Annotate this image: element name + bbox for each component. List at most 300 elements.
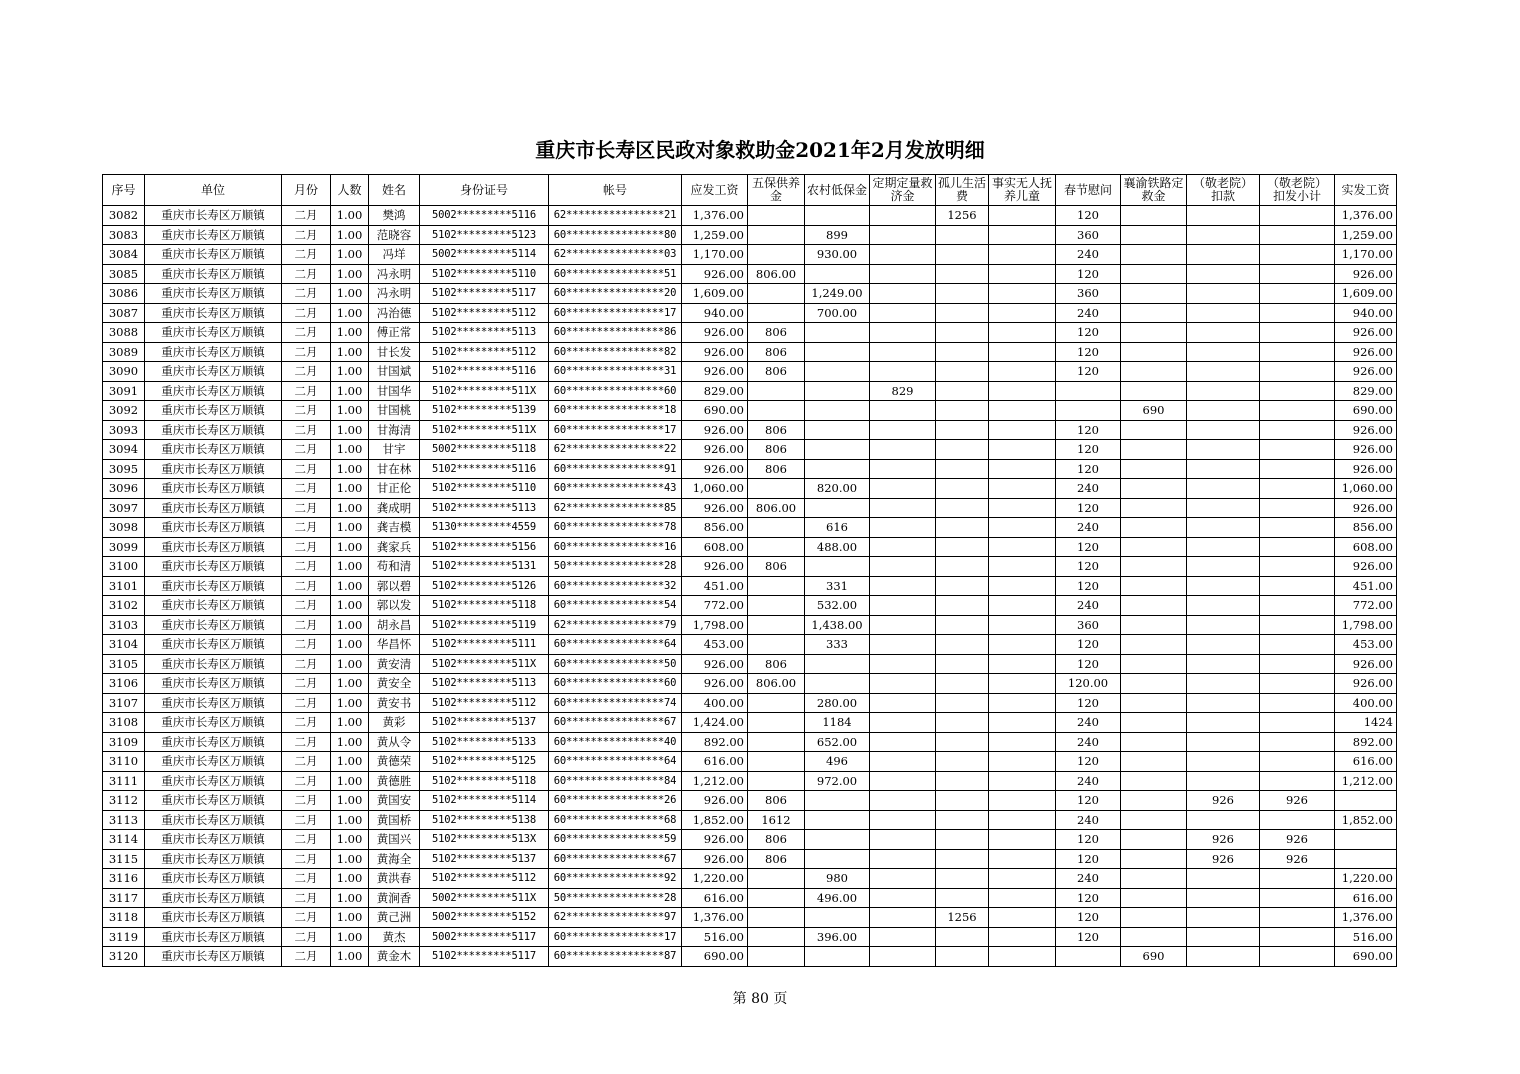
cell-unit: 重庆市长寿区万顺镇: [145, 498, 282, 518]
cell-name: 黄杰: [369, 927, 420, 947]
cell-jinglao_kou: [1187, 401, 1260, 421]
cell-due: 1,376.00: [682, 908, 748, 928]
cell-dibao: 616: [805, 518, 870, 538]
cell-actual: 1,609.00: [1335, 284, 1397, 304]
cell-xiangyu: [1121, 479, 1187, 499]
cell-acct: 62****************22: [549, 440, 682, 460]
cell-people: 1.00: [331, 596, 369, 616]
cell-xiangyu: [1121, 518, 1187, 538]
cell-wubao: 806.00: [748, 264, 805, 284]
cell-seq: 3093: [103, 420, 145, 440]
cell-shishi: [989, 771, 1056, 791]
cell-due: 926.00: [682, 498, 748, 518]
cell-actual: 1,170.00: [1335, 245, 1397, 265]
cell-seq: 3102: [103, 596, 145, 616]
cell-guer: [936, 674, 989, 694]
cell-month: 二月: [282, 479, 331, 499]
cell-xiangyu: [1121, 693, 1187, 713]
cell-acct: 60****************92: [549, 869, 682, 889]
cell-actual: 926.00: [1335, 264, 1397, 284]
cell-acct: 60****************50: [549, 654, 682, 674]
cell-id: 5102*********5117: [420, 947, 549, 967]
cell-shishi: [989, 362, 1056, 382]
cell-name: 樊鸿: [369, 206, 420, 226]
cell-chunjie: 120: [1056, 888, 1121, 908]
table-row: [103, 830, 1397, 850]
cell-jinglao_xiaoji: [1260, 615, 1335, 635]
cell-dingqi: [870, 732, 936, 752]
cell-dingqi: 829: [870, 381, 936, 401]
cell-dibao: 1184: [805, 713, 870, 733]
cell-dibao: 980: [805, 869, 870, 889]
cell-month: 二月: [282, 830, 331, 850]
cell-xiangyu: [1121, 888, 1187, 908]
cell-jinglao_xiaoji: [1260, 284, 1335, 304]
cell-guer: 1256: [936, 908, 989, 928]
cell-jinglao_xiaoji: 926: [1260, 830, 1335, 850]
cell-due: 940.00: [682, 303, 748, 323]
cell-name: 龚吉模: [369, 518, 420, 538]
cell-guer: [936, 323, 989, 343]
cell-seq: 3083: [103, 225, 145, 245]
cell-jinglao_xiaoji: [1260, 303, 1335, 323]
cell-dingqi: [870, 225, 936, 245]
table-row: [103, 674, 1397, 694]
cell-chunjie: 360: [1056, 615, 1121, 635]
cell-name: 黄海全: [369, 849, 420, 869]
cell-seq: 3118: [103, 908, 145, 928]
cell-chunjie: 120: [1056, 459, 1121, 479]
cell-due: 1,609.00: [682, 284, 748, 304]
cell-shishi: [989, 206, 1056, 226]
cell-dingqi: [870, 830, 936, 850]
cell-month: 二月: [282, 362, 331, 382]
cell-seq: 3105: [103, 654, 145, 674]
cell-people: 1.00: [331, 557, 369, 577]
cell-actual: 608.00: [1335, 537, 1397, 557]
cell-jinglao_xiaoji: [1260, 323, 1335, 343]
cell-xiangyu: [1121, 713, 1187, 733]
cell-dingqi: [870, 459, 936, 479]
cell-acct: 62****************03: [549, 245, 682, 265]
cell-jinglao_xiaoji: [1260, 401, 1335, 421]
cell-jinglao_kou: [1187, 225, 1260, 245]
cell-id: 5102*********5131: [420, 557, 549, 577]
cell-id: 5102*********511X: [420, 381, 549, 401]
cell-chunjie: [1056, 401, 1121, 421]
cell-name: 冯永明: [369, 284, 420, 304]
cell-jinglao_xiaoji: [1260, 557, 1335, 577]
cell-due: 926.00: [682, 420, 748, 440]
cell-actual: [1335, 849, 1397, 869]
cell-guer: [936, 518, 989, 538]
cell-unit: 重庆市长寿区万顺镇: [145, 713, 282, 733]
cell-jinglao_kou: [1187, 303, 1260, 323]
cell-month: 二月: [282, 654, 331, 674]
cell-acct: 50****************28: [549, 888, 682, 908]
relief-table: [102, 174, 1397, 967]
cell-seq: 3109: [103, 732, 145, 752]
cell-xiangyu: [1121, 498, 1187, 518]
cell-dibao: 1,438.00: [805, 615, 870, 635]
cell-dingqi: [870, 635, 936, 655]
cell-people: 1.00: [331, 440, 369, 460]
cell-jinglao_xiaoji: [1260, 810, 1335, 830]
table-row: [103, 284, 1397, 304]
cell-jinglao_kou: [1187, 810, 1260, 830]
cell-id: 5102*********5112: [420, 342, 549, 362]
cell-wubao: [748, 479, 805, 499]
cell-jinglao_xiaoji: [1260, 420, 1335, 440]
page-title: 重庆市长寿区民政对象救助金2021年2月发放明细: [535, 138, 985, 162]
column-header-dibao: 农村低保金: [805, 175, 870, 206]
cell-dingqi: [870, 674, 936, 694]
cell-wubao: [748, 381, 805, 401]
cell-due: 1,060.00: [682, 479, 748, 499]
cell-guer: [936, 401, 989, 421]
column-header-acct: 帐号: [549, 175, 682, 206]
cell-month: 二月: [282, 264, 331, 284]
cell-jinglao_kou: [1187, 927, 1260, 947]
cell-actual: 926.00: [1335, 362, 1397, 382]
cell-month: 二月: [282, 752, 331, 772]
cell-jinglao_kou: [1187, 479, 1260, 499]
cell-people: 1.00: [331, 635, 369, 655]
cell-month: 二月: [282, 303, 331, 323]
cell-name: 黄己洲: [369, 908, 420, 928]
cell-people: 1.00: [331, 927, 369, 947]
cell-due: 516.00: [682, 927, 748, 947]
cell-xiangyu: [1121, 635, 1187, 655]
cell-seq: 3087: [103, 303, 145, 323]
cell-dibao: 972.00: [805, 771, 870, 791]
cell-dingqi: [870, 849, 936, 869]
cell-name: 黄从令: [369, 732, 420, 752]
cell-unit: 重庆市长寿区万顺镇: [145, 888, 282, 908]
cell-id: 5102*********5117: [420, 284, 549, 304]
cell-chunjie: 240: [1056, 869, 1121, 889]
cell-jinglao_kou: [1187, 654, 1260, 674]
cell-jinglao_xiaoji: [1260, 888, 1335, 908]
cell-wubao: [748, 888, 805, 908]
cell-dingqi: [870, 888, 936, 908]
cell-id: 5102*********5138: [420, 810, 549, 830]
cell-xiangyu: [1121, 264, 1187, 284]
cell-dibao: [805, 264, 870, 284]
cell-name: 华昌怀: [369, 635, 420, 655]
cell-shishi: [989, 303, 1056, 323]
cell-month: 二月: [282, 440, 331, 460]
cell-actual: 926.00: [1335, 498, 1397, 518]
cell-acct: 60****************20: [549, 284, 682, 304]
cell-due: 926.00: [682, 830, 748, 850]
cell-guer: [936, 225, 989, 245]
cell-unit: 重庆市长寿区万顺镇: [145, 479, 282, 499]
cell-acct: 60****************91: [549, 459, 682, 479]
cell-unit: 重庆市长寿区万顺镇: [145, 869, 282, 889]
cell-dingqi: [870, 557, 936, 577]
cell-actual: 690.00: [1335, 947, 1397, 967]
cell-dingqi: [870, 791, 936, 811]
cell-acct: 60****************18: [549, 401, 682, 421]
cell-unit: 重庆市长寿区万顺镇: [145, 284, 282, 304]
cell-xiangyu: [1121, 615, 1187, 635]
cell-chunjie: 120: [1056, 752, 1121, 772]
cell-shishi: [989, 713, 1056, 733]
cell-name: 龚家兵: [369, 537, 420, 557]
cell-due: 1,798.00: [682, 615, 748, 635]
cell-jinglao_xiaoji: [1260, 479, 1335, 499]
cell-id: 5002*********5118: [420, 440, 549, 460]
cell-xiangyu: [1121, 362, 1187, 382]
cell-unit: 重庆市长寿区万顺镇: [145, 635, 282, 655]
cell-unit: 重庆市长寿区万顺镇: [145, 303, 282, 323]
cell-due: 926.00: [682, 342, 748, 362]
cell-acct: 60****************64: [549, 635, 682, 655]
cell-guer: [936, 810, 989, 830]
cell-guer: [936, 615, 989, 635]
cell-chunjie: 120: [1056, 362, 1121, 382]
cell-actual: 892.00: [1335, 732, 1397, 752]
cell-jinglao_xiaoji: [1260, 440, 1335, 460]
cell-people: 1.00: [331, 732, 369, 752]
cell-dibao: 280.00: [805, 693, 870, 713]
cell-seq: 3092: [103, 401, 145, 421]
cell-name: 黄彩: [369, 713, 420, 733]
cell-seq: 3106: [103, 674, 145, 694]
cell-month: 二月: [282, 791, 331, 811]
cell-xiangyu: [1121, 557, 1187, 577]
cell-acct: 62****************21: [549, 206, 682, 226]
table-row: [103, 732, 1397, 752]
cell-chunjie: 120.00: [1056, 674, 1121, 694]
cell-dibao: [805, 440, 870, 460]
cell-chunjie: 120: [1056, 323, 1121, 343]
cell-actual: 1,212.00: [1335, 771, 1397, 791]
cell-acct: 60****************87: [549, 947, 682, 967]
cell-name: 冯治德: [369, 303, 420, 323]
cell-name: 苟和清: [369, 557, 420, 577]
cell-shishi: [989, 381, 1056, 401]
cell-jinglao_kou: [1187, 206, 1260, 226]
cell-name: 甘长发: [369, 342, 420, 362]
cell-jinglao_kou: [1187, 381, 1260, 401]
cell-dingqi: [870, 479, 936, 499]
cell-dibao: 652.00: [805, 732, 870, 752]
cell-dibao: 930.00: [805, 245, 870, 265]
cell-wubao: [748, 615, 805, 635]
cell-actual: 1424: [1335, 713, 1397, 733]
cell-jinglao_kou: [1187, 713, 1260, 733]
cell-people: 1.00: [331, 245, 369, 265]
cell-actual: [1335, 791, 1397, 811]
cell-people: 1.00: [331, 479, 369, 499]
cell-actual: [1335, 830, 1397, 850]
cell-name: 黄涧香: [369, 888, 420, 908]
cell-dingqi: [870, 576, 936, 596]
cell-dingqi: [870, 323, 936, 343]
cell-jinglao_xiaoji: [1260, 576, 1335, 596]
cell-dingqi: [870, 303, 936, 323]
cell-acct: 60****************67: [549, 713, 682, 733]
cell-unit: 重庆市长寿区万顺镇: [145, 947, 282, 967]
cell-people: 1.00: [331, 576, 369, 596]
cell-actual: 690.00: [1335, 401, 1397, 421]
cell-xiangyu: [1121, 576, 1187, 596]
cell-name: 黄金木: [369, 947, 420, 967]
cell-wubao: [748, 908, 805, 928]
cell-acct: 60****************17: [549, 420, 682, 440]
cell-dibao: [805, 791, 870, 811]
cell-actual: 1,376.00: [1335, 206, 1397, 226]
cell-dingqi: [870, 947, 936, 967]
cell-jinglao_xiaoji: [1260, 908, 1335, 928]
cell-seq: 3094: [103, 440, 145, 460]
cell-acct: 62****************85: [549, 498, 682, 518]
cell-xiangyu: [1121, 342, 1187, 362]
cell-dingqi: [870, 693, 936, 713]
cell-seq: 3101: [103, 576, 145, 596]
cell-name: 黄国安: [369, 791, 420, 811]
cell-jinglao_kou: [1187, 771, 1260, 791]
cell-name: 甘宇: [369, 440, 420, 460]
cell-shishi: [989, 537, 1056, 557]
cell-dibao: [805, 342, 870, 362]
cell-dibao: 700.00: [805, 303, 870, 323]
cell-acct: 60****************60: [549, 674, 682, 694]
cell-due: 856.00: [682, 518, 748, 538]
cell-guer: [936, 303, 989, 323]
cell-xiangyu: [1121, 323, 1187, 343]
cell-shishi: [989, 284, 1056, 304]
cell-actual: 926.00: [1335, 674, 1397, 694]
cell-people: 1.00: [331, 693, 369, 713]
table-row: [103, 908, 1397, 928]
cell-id: 5102*********5116: [420, 362, 549, 382]
cell-wubao: [748, 576, 805, 596]
cell-acct: 60****************51: [549, 264, 682, 284]
cell-people: 1.00: [331, 537, 369, 557]
cell-shishi: [989, 947, 1056, 967]
cell-actual: 926.00: [1335, 459, 1397, 479]
cell-dibao: 488.00: [805, 537, 870, 557]
table-row: [103, 791, 1397, 811]
cell-jinglao_xiaoji: [1260, 264, 1335, 284]
cell-guer: [936, 830, 989, 850]
cell-acct: 60****************31: [549, 362, 682, 382]
cell-jinglao_kou: 926: [1187, 830, 1260, 850]
cell-chunjie: 120: [1056, 908, 1121, 928]
cell-acct: 60****************54: [549, 596, 682, 616]
cell-shishi: [989, 557, 1056, 577]
column-header-actual: 实发工资: [1335, 175, 1397, 206]
cell-jinglao_xiaoji: [1260, 732, 1335, 752]
cell-people: 1.00: [331, 713, 369, 733]
cell-seq: 3095: [103, 459, 145, 479]
table-row: [103, 264, 1397, 284]
cell-dibao: 532.00: [805, 596, 870, 616]
cell-actual: 926.00: [1335, 342, 1397, 362]
cell-wubao: [748, 206, 805, 226]
cell-chunjie: 120: [1056, 635, 1121, 655]
cell-people: 1.00: [331, 420, 369, 440]
cell-people: 1.00: [331, 615, 369, 635]
cell-jinglao_kou: [1187, 947, 1260, 967]
cell-wubao: [748, 635, 805, 655]
table-row: [103, 245, 1397, 265]
cell-shishi: [989, 498, 1056, 518]
cell-guer: [936, 732, 989, 752]
cell-unit: 重庆市长寿区万顺镇: [145, 381, 282, 401]
cell-actual: 616.00: [1335, 752, 1397, 772]
cell-due: 926.00: [682, 557, 748, 577]
cell-due: 1,220.00: [682, 869, 748, 889]
cell-jinglao_xiaoji: [1260, 635, 1335, 655]
cell-jinglao_xiaoji: [1260, 381, 1335, 401]
cell-shishi: [989, 615, 1056, 635]
cell-unit: 重庆市长寿区万顺镇: [145, 420, 282, 440]
cell-acct: 60****************26: [549, 791, 682, 811]
cell-actual: 926.00: [1335, 557, 1397, 577]
cell-wubao: [748, 225, 805, 245]
cell-name: 甘国桃: [369, 401, 420, 421]
cell-dingqi: [870, 518, 936, 538]
cell-unit: 重庆市长寿区万顺镇: [145, 830, 282, 850]
cell-name: 冯垟: [369, 245, 420, 265]
cell-people: 1.00: [331, 498, 369, 518]
table-row: [103, 303, 1397, 323]
cell-actual: 516.00: [1335, 927, 1397, 947]
cell-jinglao_xiaoji: [1260, 752, 1335, 772]
cell-acct: 60****************17: [549, 303, 682, 323]
table-row: [103, 342, 1397, 362]
cell-dingqi: [870, 596, 936, 616]
cell-acct: 60****************32: [549, 576, 682, 596]
cell-actual: 616.00: [1335, 888, 1397, 908]
cell-xiangyu: [1121, 284, 1187, 304]
cell-acct: 60****************80: [549, 225, 682, 245]
cell-jinglao_kou: [1187, 888, 1260, 908]
table-row: [103, 615, 1397, 635]
column-header-guer: 孤儿生活费: [936, 175, 989, 206]
cell-due: 1,852.00: [682, 810, 748, 830]
cell-name: 甘在林: [369, 459, 420, 479]
cell-wubao: 806: [748, 323, 805, 343]
cell-acct: 60****************64: [549, 752, 682, 772]
cell-dibao: 1,249.00: [805, 284, 870, 304]
cell-acct: 60****************84: [549, 771, 682, 791]
cell-dingqi: [870, 869, 936, 889]
cell-name: 黄德胜: [369, 771, 420, 791]
cell-wubao: 806: [748, 362, 805, 382]
cell-xiangyu: [1121, 206, 1187, 226]
cell-due: 926.00: [682, 323, 748, 343]
cell-seq: 3089: [103, 342, 145, 362]
cell-guer: [936, 264, 989, 284]
cell-wubao: [748, 947, 805, 967]
table-row: [103, 420, 1397, 440]
cell-due: 892.00: [682, 732, 748, 752]
cell-jinglao_kou: [1187, 869, 1260, 889]
cell-dibao: [805, 908, 870, 928]
cell-dibao: 496: [805, 752, 870, 772]
cell-actual: 1,220.00: [1335, 869, 1397, 889]
cell-due: 453.00: [682, 635, 748, 655]
cell-guer: [936, 479, 989, 499]
cell-dingqi: [870, 654, 936, 674]
cell-jinglao_kou: [1187, 323, 1260, 343]
cell-jinglao_xiaoji: [1260, 342, 1335, 362]
